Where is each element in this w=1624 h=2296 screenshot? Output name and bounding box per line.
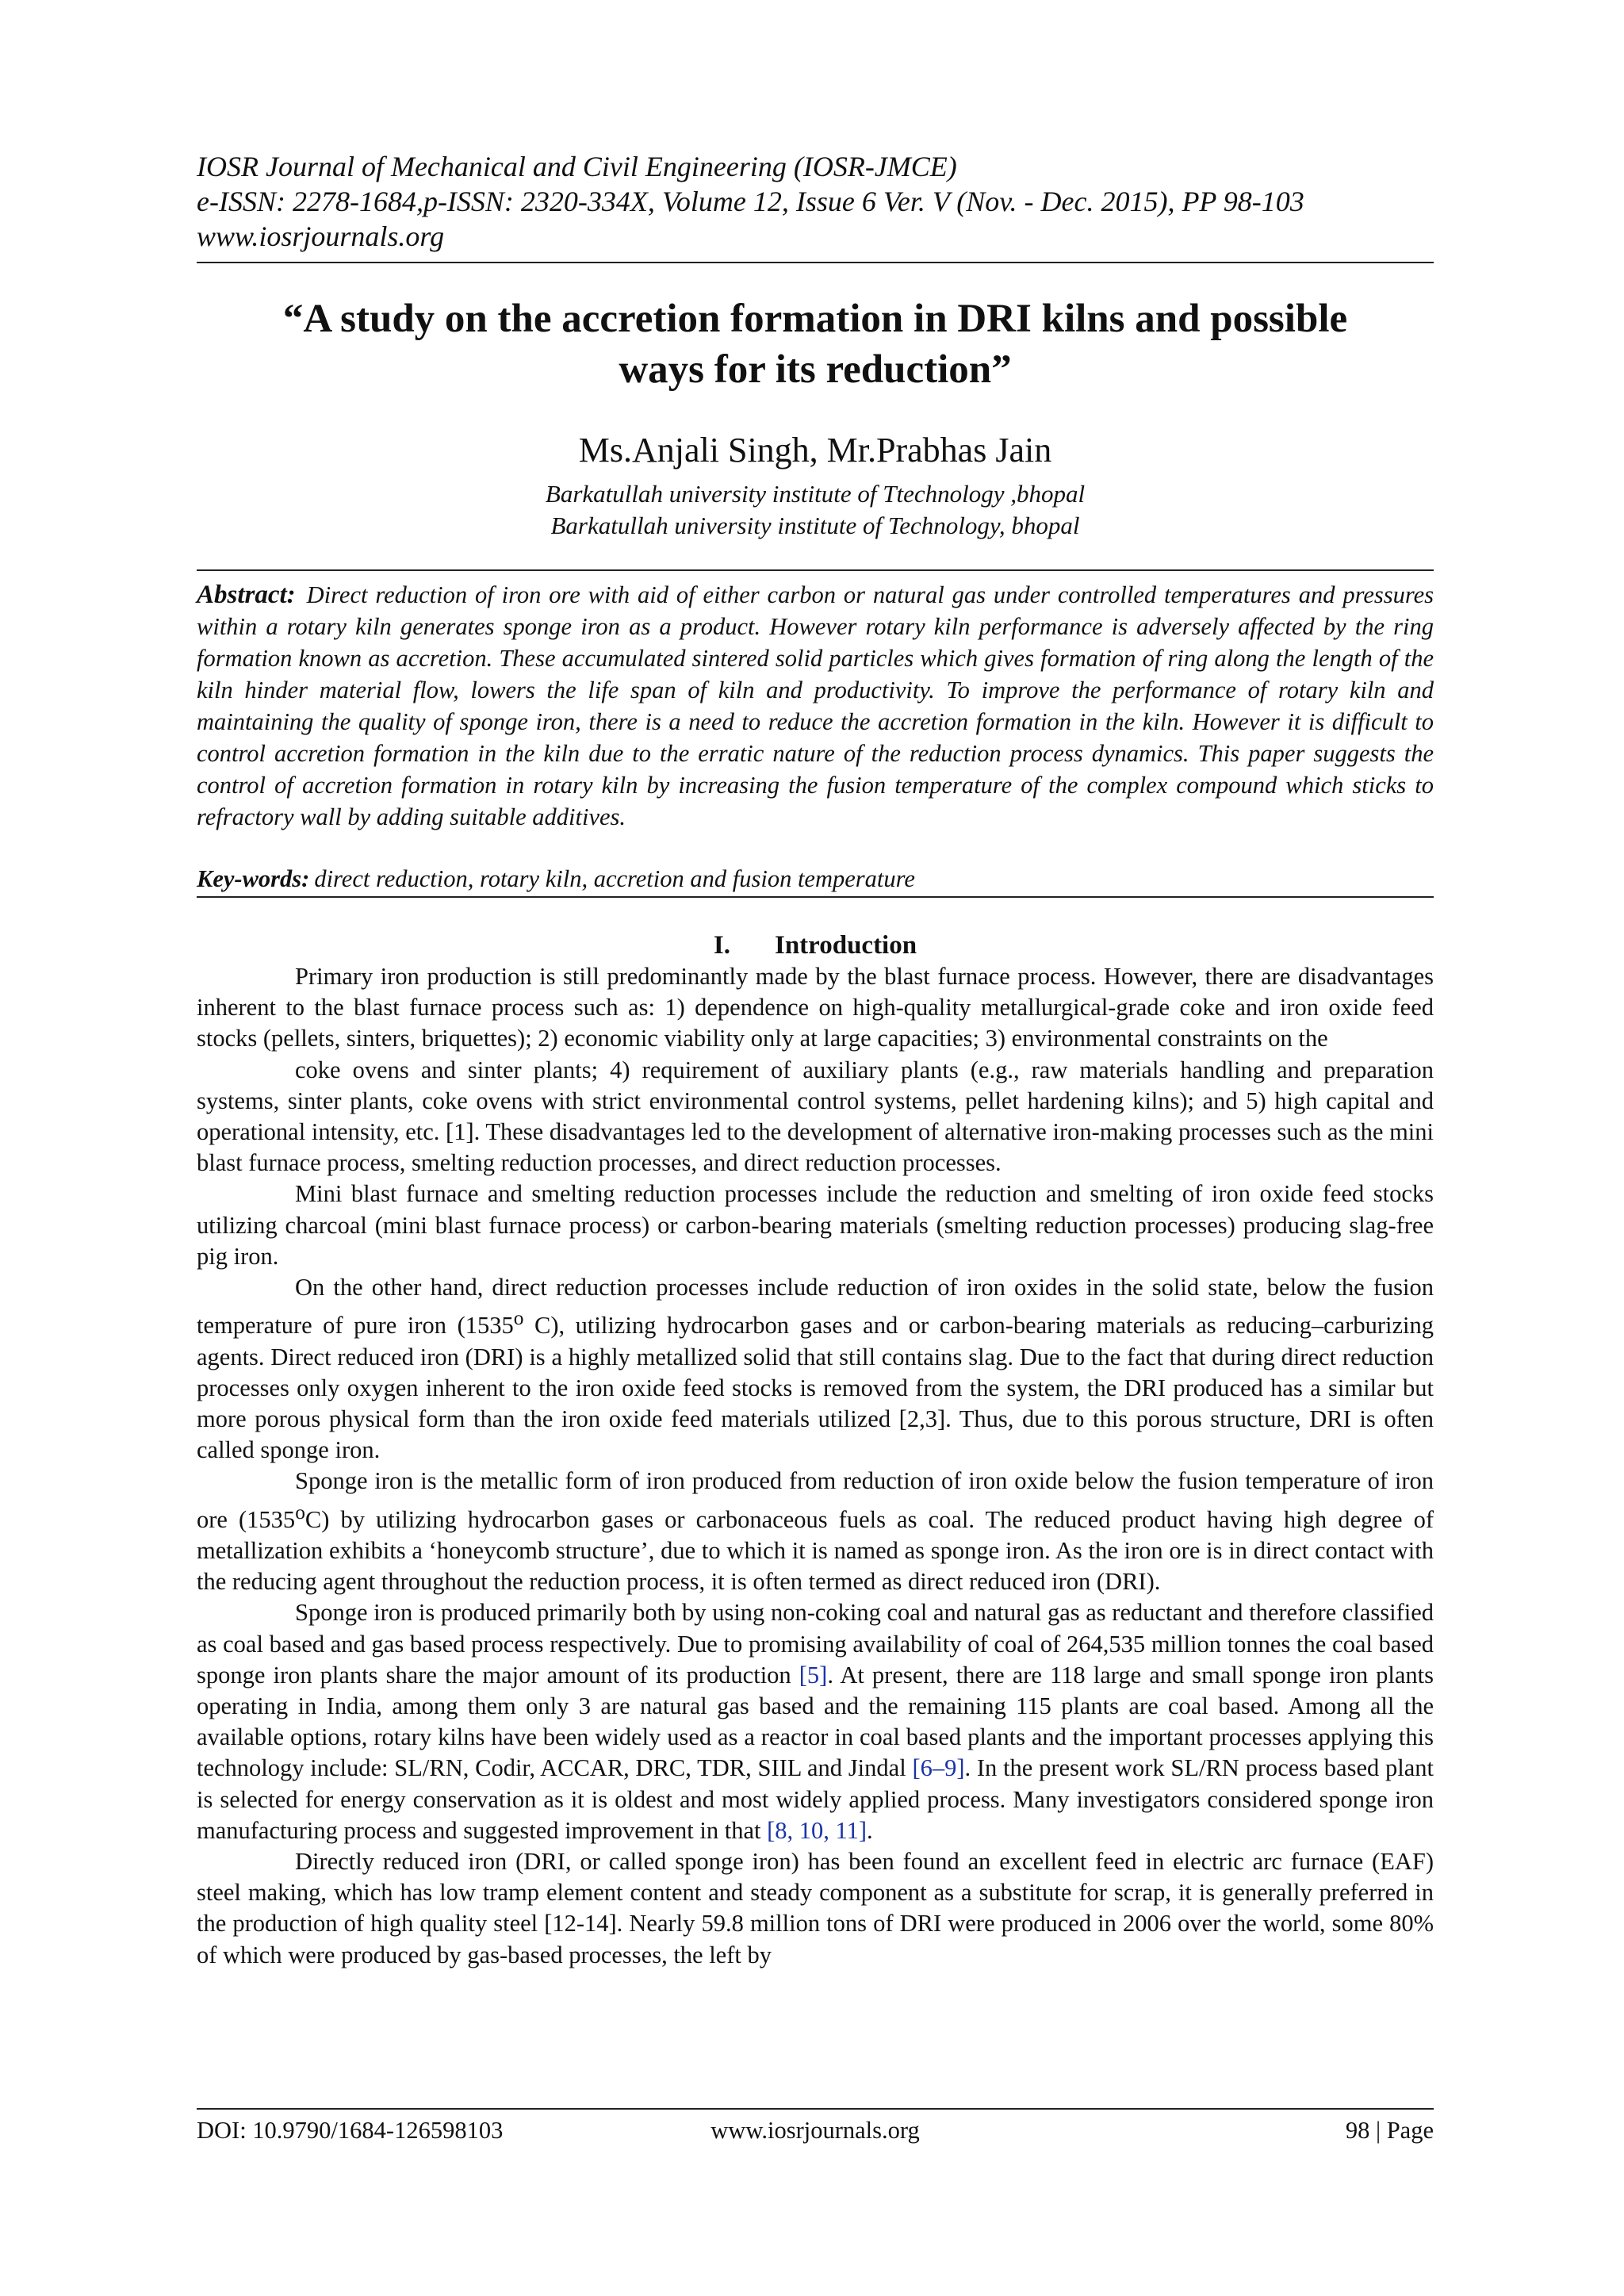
page-footer bbox=[197, 2113, 1434, 2148]
paragraph-5-text-c: . In the present work SL/RN process based plant is selected for energy conservation as it is oldest and most widely applied process. Many investigators considered sponge iron manufacturing process and suggested improvement in that bbox=[197, 1754, 1434, 1844]
title-line-1: “A study on the accretion formation in DRI kilns and possible bbox=[282, 297, 1348, 341]
journal-name: IOSR Journal of Mechanical and Civil Engineering (IOSR-JMCE) bbox=[197, 151, 957, 182]
paragraph-2: Mini blast furnace and smelting reduction processes include the reduction and smelting of iron oxide feed stocks utilizing charcoal (mini blast furnace process) or carbon-bearing materials (smelting reduction processes) producing slag-free pig iron. bbox=[197, 1180, 1434, 1270]
keywords-label: Key-words: bbox=[197, 865, 310, 892]
abstract-text: Direct reduction of iron ore with aid of either carbon or natural gas under controlled temperatures and pressures within a rotary kiln generates sponge iron as a product. However rotary kiln performance is adversely affected by the ring formation known as accretion. These accumulated sintered solid particles which gives formation of ring along the length of the kiln hinder material flow, lowers the life span of kiln and productivity. To improve the performance of rotary kiln and maintaining the quality of sponge iron, there is a need to reduce the accretion formation in the kiln. However it is difficult to control accretion formation in the kiln due to the erratic nature of the reduction process dynamics. This paper suggests the control of accretion formation in rotary kiln by increasing the fusion temperature of the complex compound which sticks to refractory wall by adding suitable additives. bbox=[197, 581, 1434, 830]
paragraph-4 bbox=[197, 1466, 1434, 1597]
footer-doi: DOI: 10.9790/1684-126598103 bbox=[197, 2117, 504, 2144]
citation-link[interactable]: [6–9] bbox=[912, 1754, 965, 1782]
abstract bbox=[197, 579, 1434, 833]
paragraph-4-text-a: Sponge iron is the metallic form of iron produced from reduction of iron oxide below the fusion temperature of iron ore (1535 bbox=[197, 1467, 1434, 1533]
keywords-text: direct reduction, rotary kiln, accretion and fusion temperature bbox=[314, 865, 915, 892]
paper-title bbox=[197, 293, 1434, 395]
journal-website[interactable]: www.iosrjournals.org bbox=[197, 220, 445, 252]
section-number: I. bbox=[713, 931, 730, 960]
header-divider bbox=[197, 262, 1434, 263]
paragraph-5-text-a: Sponge iron is produced primarily both by using non-coking coal and natural gas as reductant and therefore classified as coal based and gas based process respectively. Due to promising availability of coal of 264,535 million tonnes the coal based sponge iron plants share the major amount of its production bbox=[197, 1599, 1434, 1688]
citation-link[interactable]: [8, 10, 11] bbox=[767, 1816, 868, 1844]
citation-link[interactable]: [5] bbox=[799, 1661, 828, 1688]
paragraph-3-text-b: C), utilizing hydrocarbon gases and or carbon-bearing materials as reducing–carburizing agents. Direct reduced iron (DRI) is a highly metallized solid that still contains slag. Due to the fact that during direct reduction processes only oxygen inherent to the iron oxide feed stocks is removed from the system, the DRI produced has a similar but more porous physical form than the iron oxide feed materials utilized [2,3]. Thus, due to this porous structure, DRI is often called sponge iron. bbox=[197, 1312, 1434, 1464]
paragraph-1a: Primary iron production is still predominantly made by the blast furnace process. However, there are disadvantages inherent to the blast furnace process such as: 1) dependence on high-quality metallurgical-grade coke and iron oxide feed stocks (pellets, sinters, briquettes); 2) economic viability only at large capacities; 3) environmental constraints on the bbox=[197, 963, 1434, 1052]
title-line-2: ways for its reduction” bbox=[619, 347, 1012, 392]
affiliation-1: Barkatullah university institute of Ttechnology ,bhopal bbox=[545, 480, 1086, 508]
degree-superscript: o bbox=[513, 1307, 524, 1330]
introduction-body bbox=[197, 961, 1434, 1971]
paragraph-4-text-b: C) by utilizing hydrocarbon gases or carbonaceous fuels as coal. The reduced product having high degree of metallization exhibits a ‘honeycomb structure’, due to which it is named as sponge iron. As the iron ore is in direct contact with the reducing agent throughout the reduction process, it is often termed as direct reduced iron (DRI). bbox=[197, 1505, 1434, 1596]
journal-header bbox=[197, 149, 1434, 254]
paragraph-3-text-a: On the other hand, direct reduction processes include reduction of iron oxides in the solid state, below the fusion temperature of pure iron (1535 bbox=[197, 1274, 1434, 1340]
paragraph-5 bbox=[197, 1597, 1434, 1846]
keywords bbox=[197, 863, 1434, 895]
footer-website[interactable]: www.iosrjournals.org bbox=[710, 2117, 920, 2144]
abstract-bottom-divider bbox=[197, 896, 1434, 898]
abstract-label: Abstract: bbox=[197, 581, 296, 609]
paragraph-3 bbox=[197, 1272, 1434, 1466]
footer-divider bbox=[197, 2108, 1434, 2110]
paragraph-1b: coke ovens and sinter plants; 4) requirement of auxiliary plants (e.g., raw materials handling and preparation systems, sinter plants, coke ovens with strict environmental control systems, pellet hardening kilns); and 5) high capital and operational intensity, etc. [1]. These disadvantages led to the development of alternative iron-making processes such as the mini blast furnace process, smelting reduction processes, and direct reduction processes. bbox=[197, 1056, 1434, 1177]
abstract-top-divider bbox=[197, 569, 1434, 571]
paragraph-5-text-b: . At present, there are 118 large and small sponge iron plants operating in India, among them only 3 are natural gas based and the remaining 115 plants are coal based. Among all the available options, rotary kilns have been widely used as a reactor in coal based plants and the important processes applying this technology include: SL/RN, Codir, ACCAR, DRC, TDR, SIIL and Jindal bbox=[197, 1661, 1434, 1782]
footer-page-number: 98 | Page bbox=[1345, 2117, 1434, 2144]
section-heading-introduction bbox=[197, 928, 1434, 963]
paragraph-6: Directly reduced iron (DRI, or called sponge iron) has been found an excellent feed in electric arc furnace (EAF) steel making, which has low tramp element content and steady component as a substitute for scrap, it is generally preferred in the production of high quality steel [12-14]. Nearly 59.8 million tons of DRI were produced in 2006 over the world, some 80% of which were produced by gas-based processes, the left by bbox=[197, 1848, 1434, 1968]
author-list: Ms.Anjali Singh, Mr.Prabhas Jain bbox=[578, 431, 1052, 470]
degree-superscript: o bbox=[295, 1501, 305, 1524]
section-title: Introduction bbox=[774, 931, 917, 960]
affiliation-2: Barkatullah university institute of Technology, bhopal bbox=[550, 512, 1080, 539]
paragraph-5-text-d: . bbox=[867, 1816, 873, 1844]
journal-issn: e-ISSN: 2278-1684,p-ISSN: 2320-334X, Volume 12, Issue 6 Ver. V (Nov. - Dec. 2015), PP 98-103 bbox=[197, 186, 1304, 217]
